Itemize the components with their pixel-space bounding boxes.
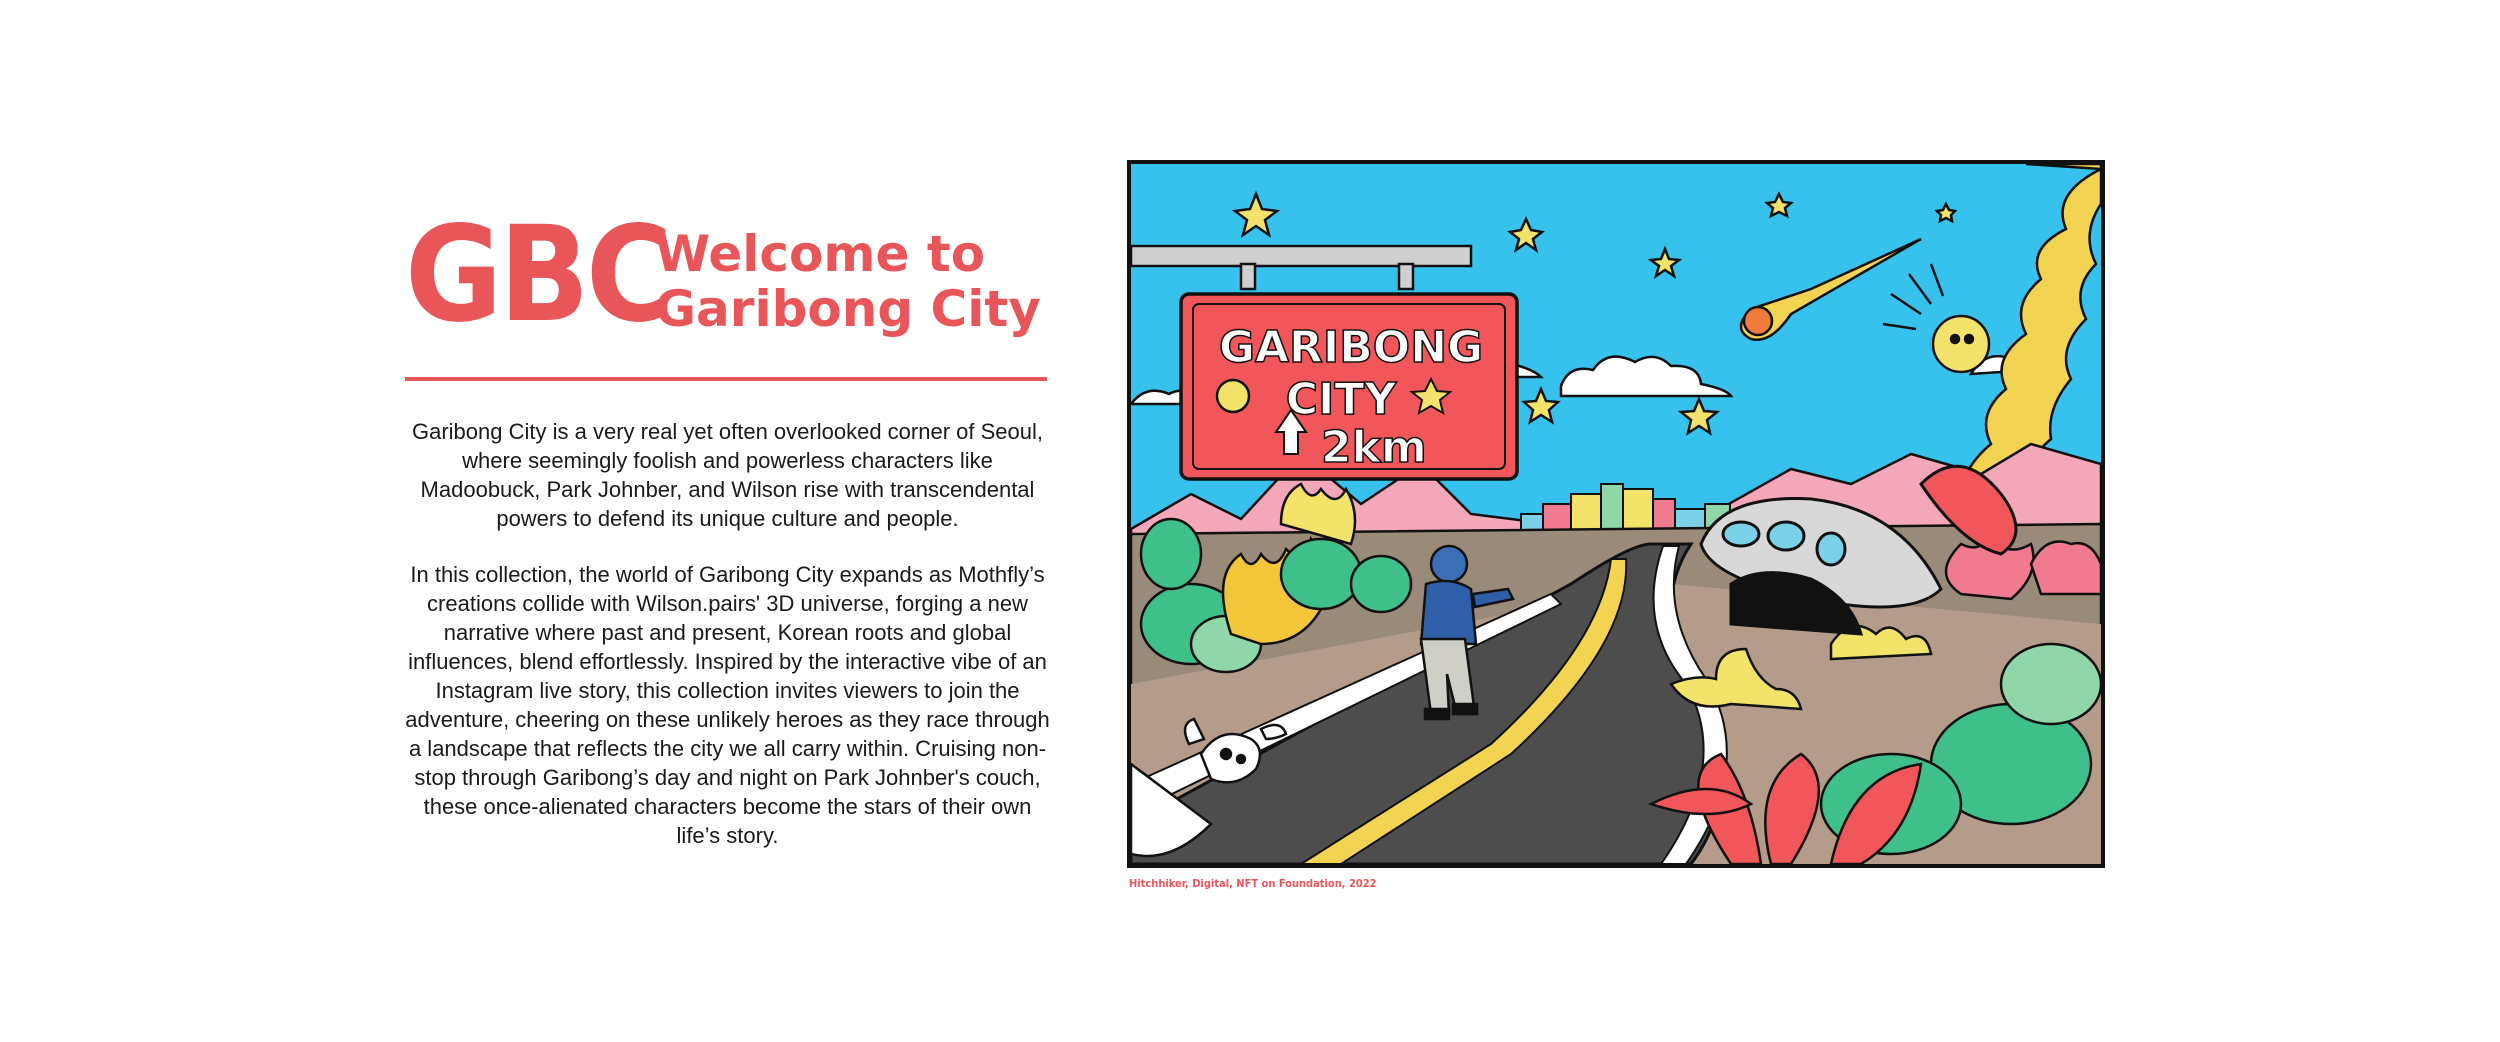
artwork-caption: Hitchhiker, Digital, NFT on Foundation, 2022 (1129, 877, 1377, 890)
intro-paragraph: Garibong City is a very real yet often overlooked corner of Seoul, where seemingly foolish and powerless characters like Madoobuck, Park Johnber, and Wilson rise with transcendental powers to defend its unique culture and people. (412, 419, 1043, 531)
city-sign (1181, 294, 1517, 479)
artwork-svg (1131, 164, 2101, 864)
header (405, 198, 1050, 352)
sign-text-line-2: CITY (1285, 374, 1397, 425)
smiley-icon (1217, 380, 1249, 412)
title-line-2: Garibong City (655, 280, 1041, 338)
gbc-logo: GBC (405, 198, 670, 352)
title-divider (405, 377, 1047, 381)
artwork-illustration (1127, 160, 2105, 868)
page-title (655, 227, 1041, 337)
body-paragraph: In this collection, the world of Garibong City expands as Mothfly’s creations collide with Wilson.pairs' 3D universe, forging a new narrative where past and present, Korean roots and global influences, blend effortlessly. Inspired by the interactive vibe of an Instagram live story, this collection invites viewers to join the adventure, cheering on these unlikely heroes as they race through a landscape that reflects the city we all carry within. Cruising non-stop through Garibong’s day and night on Park Johnber's couch, these once-alienated characters become the stars of their own life’s story. (405, 562, 1050, 848)
intro-section (405, 198, 1050, 848)
sign-text-line-3: 2km (1321, 422, 1427, 473)
title-line-1: Welcome to (655, 225, 986, 283)
sign-text-line-1: GARIBONG (1218, 322, 1484, 373)
